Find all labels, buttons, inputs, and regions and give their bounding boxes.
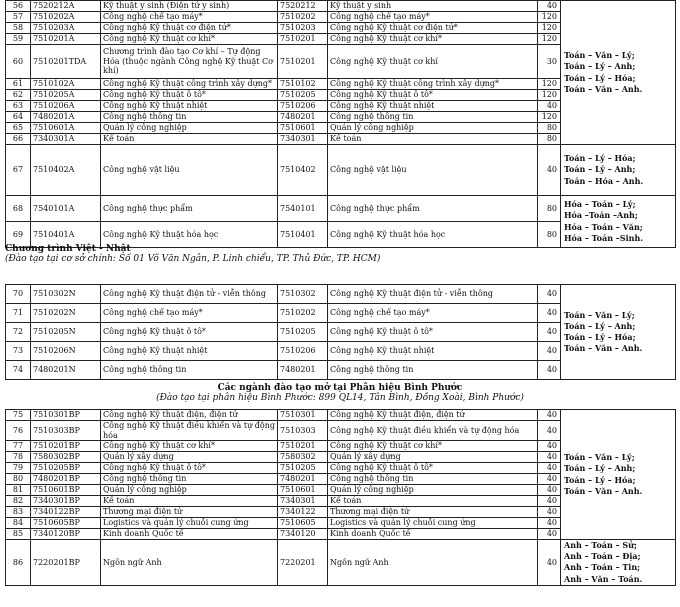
quota: 40	[538, 361, 561, 380]
admissions-table-main-body	[6, 1, 676, 248]
major-name: Công nghệ thông tin	[328, 361, 538, 380]
row-number: 81	[6, 485, 31, 496]
combo-line: Toán – Văn – Lý;	[564, 452, 635, 463]
program-name: Công nghệ Kỹ thuật công trình xây dựng*	[101, 79, 278, 90]
subject-combination	[561, 410, 676, 540]
program-name: Công nghệ chế tạo máy*	[101, 304, 278, 323]
quota: 40	[538, 529, 561, 540]
major-code: 7540101	[278, 196, 328, 222]
program-name: Kinh doanh Quốc tế	[101, 529, 278, 540]
major-name: Công nghệ Kỹ thuật ô tô*	[328, 323, 538, 342]
program-name: Công nghệ Kỹ thuật ô tô*	[101, 463, 278, 474]
major-code: 7340120	[278, 529, 328, 540]
subject-combination	[561, 196, 676, 248]
row-number: 76	[6, 421, 31, 441]
admission-code: 7510201A	[31, 34, 101, 45]
admission-code: 7510601BP	[31, 485, 101, 496]
major-name: Công nghệ Kỹ thuật ô tô*	[328, 90, 538, 101]
admission-code: 7510203A	[31, 23, 101, 34]
admission-code: 7510201TDA	[31, 45, 101, 79]
admission-code: 7510206N	[31, 342, 101, 361]
row-number: 75	[6, 410, 31, 421]
combo-line: Toán – Văn – Anh.	[564, 83, 643, 94]
section-bp-title: Các ngành đào tạo mở tại Phân hiệu Bình Phước	[217, 383, 463, 393]
quota: 40	[538, 507, 561, 518]
program-name: Quản lý xây dựng	[101, 452, 278, 463]
program-name: Công nghệ chế tạo máy*	[101, 12, 278, 23]
table-row	[6, 145, 676, 196]
row-number: 79	[6, 463, 31, 474]
program-name: Công nghệ Kỹ thuật điện tử - viễn thông	[101, 285, 278, 304]
major-code: 7510601	[278, 485, 328, 496]
row-number: 65	[6, 123, 31, 134]
combo-line: Toán – Lý – Hóa;	[564, 332, 636, 342]
major-name: Quản lý xây dựng	[328, 452, 538, 463]
major-code: 7510201	[278, 34, 328, 45]
quota: 40	[538, 1, 561, 12]
program-name: Logistics và quản lý chuỗi cung ứng	[101, 518, 278, 529]
program-name: Công nghệ Kỹ thuật hóa học	[101, 222, 278, 248]
row-number: 82	[6, 496, 31, 507]
major-code: 7510102	[278, 79, 328, 90]
admission-code: 7510205A	[31, 90, 101, 101]
section-vn-jp-subtitle: (Đào tạo tại cơ sở chính: Số 01 Võ Văn Ngân, P. Linh chiểu, TP. Thủ Đức, TP. HCM)	[5, 254, 381, 264]
combo-line: Anh – Văn – Toán.	[564, 573, 643, 584]
major-code: 7340301	[278, 496, 328, 507]
table-row	[6, 410, 676, 421]
row-number: 77	[6, 441, 31, 452]
quota: 120	[538, 34, 561, 45]
admission-code: 7540101A	[31, 196, 101, 222]
major-name: Ngôn ngữ Anh	[328, 540, 538, 586]
quota: 40	[538, 304, 561, 323]
combo-line: Hóa –Toán –Anh;	[564, 210, 638, 221]
admission-code: 7480201N	[31, 361, 101, 380]
row-number: 68	[6, 196, 31, 222]
program-name: Chương trình đào tạo Cơ khí – Tự động Hóa (thuộc ngành Công nghệ Kỹ thuật Cơ khí)	[101, 45, 278, 79]
admissions-table-binh-phuoc	[5, 409, 676, 586]
program-name: Quản lý công nghiệp	[101, 123, 278, 134]
row-number: 85	[6, 529, 31, 540]
major-code: 7220201	[278, 540, 328, 586]
admission-code: 7510102A	[31, 79, 101, 90]
combo-line: Anh – Toán – Tin;	[564, 562, 641, 573]
combo-line: Hóa – Toán – Lý;	[564, 199, 636, 210]
major-name: Công nghệ thông tin	[328, 112, 538, 123]
admission-code: 7510401A	[31, 222, 101, 248]
quota: 40	[538, 323, 561, 342]
quota: 40	[538, 518, 561, 529]
combo-line: Anh – Toán – Địa;	[564, 551, 641, 562]
row-number: 67	[6, 145, 31, 196]
major-code: 7340301	[278, 134, 328, 145]
row-number: 71	[6, 304, 31, 323]
admission-code: 7510202A	[31, 12, 101, 23]
admission-code: 7510302N	[31, 285, 101, 304]
section-vn-jp-title: Chương trình Việt - Nhật	[5, 244, 131, 254]
row-number: 84	[6, 518, 31, 529]
quota: 80	[538, 196, 561, 222]
combo-line: Toán – Lý – Anh;	[564, 463, 636, 474]
admission-code: 7340120BP	[31, 529, 101, 540]
admission-code: 7480201A	[31, 112, 101, 123]
program-name: Thương mại điện tử	[101, 507, 278, 518]
row-number: 58	[6, 23, 31, 34]
program-name: Công nghệ thông tin	[101, 474, 278, 485]
program-name: Công nghệ Kỹ thuật điều khiển và tự động hóa	[101, 421, 278, 441]
major-name: Công nghệ Kỹ thuật cơ điện tử*	[328, 23, 538, 34]
combo-line: Toán – Lý – Anh;	[564, 164, 636, 175]
row-number: 63	[6, 101, 31, 112]
combo-line: Toán – Lý – Anh;	[564, 61, 636, 72]
major-name: Công nghệ Kỹ thuật ô tô*	[328, 463, 538, 474]
table-row	[6, 1, 676, 12]
major-code: 7510303	[278, 421, 328, 441]
major-code: 7580302	[278, 452, 328, 463]
program-name: Ngôn ngữ Anh	[101, 540, 278, 586]
major-code: 7510206	[278, 342, 328, 361]
major-code: 7510206	[278, 101, 328, 112]
combo-line: Hóa – Toán – Văn;	[564, 221, 643, 232]
major-name: Công nghệ Kỹ thuật điện, điện tử	[328, 410, 538, 421]
major-name: Kỹ thuật y sinh	[328, 1, 538, 12]
admission-code: 7510301BP	[31, 410, 101, 421]
major-name: Công nghệ thông tin	[328, 474, 538, 485]
major-code: 7480201	[278, 112, 328, 123]
row-number: 60	[6, 45, 31, 79]
major-name: Công nghệ Kỹ thuật cơ khí*	[328, 441, 538, 452]
program-name: Kế toán	[101, 134, 278, 145]
quota: 120	[538, 23, 561, 34]
quota: 30	[538, 45, 561, 79]
major-code: 7510601	[278, 123, 328, 134]
row-number: 70	[6, 285, 31, 304]
combo-line: Toán – Văn – Anh.	[564, 343, 643, 354]
quota: 40	[538, 474, 561, 485]
major-code: 7340122	[278, 507, 328, 518]
major-name: Công nghệ Kỹ thuật cơ khí	[328, 45, 538, 79]
major-code: 7520212	[278, 1, 328, 12]
major-code: 7510402	[278, 145, 328, 196]
row-number: 83	[6, 507, 31, 518]
section-bp-subtitle: (Đào tạo tại phân hiệu Bình Phước: 899 QL14, Tân Bình, Đồng Xoài, Bình Phước)	[156, 393, 524, 403]
major-name: Công nghệ Kỹ thuật công trình xây dựng*	[328, 79, 538, 90]
major-code: 7510205	[278, 90, 328, 101]
admission-code: 7340122BP	[31, 507, 101, 518]
major-code: 7510201	[278, 441, 328, 452]
subject-combination	[561, 1, 676, 145]
major-name: Logistics và quản lý chuỗi cung ứng	[328, 518, 538, 529]
major-code: 7480201	[278, 474, 328, 485]
major-name: Công nghệ Kỹ thuật điện tử - viễn thông	[328, 285, 538, 304]
quota: 40	[538, 285, 561, 304]
combo-line: Toán – Văn – Anh.	[564, 485, 643, 496]
quota: 40	[538, 101, 561, 112]
admission-code: 7480201BP	[31, 474, 101, 485]
subject-combination	[561, 145, 676, 196]
quota: 40	[538, 463, 561, 474]
quota: 40	[538, 540, 561, 586]
table-row	[6, 540, 676, 586]
row-number: 72	[6, 323, 31, 342]
admissions-table-vn-jp-body	[6, 285, 676, 380]
major-code: 7510301	[278, 410, 328, 421]
major-name: Quản lý công nghiệp	[328, 123, 538, 134]
quota: 120	[538, 112, 561, 123]
quota: 80	[538, 222, 561, 248]
major-name: Kinh doanh Quốc tế	[328, 529, 538, 540]
quota: 80	[538, 134, 561, 145]
admission-code: 7580302BP	[31, 452, 101, 463]
admission-code: 7510206A	[31, 101, 101, 112]
program-name: Công nghệ thực phẩm	[101, 196, 278, 222]
program-name: Công nghệ thông tin	[101, 112, 278, 123]
program-name: Quản lý công nghiệp	[101, 485, 278, 496]
quota: 40	[538, 441, 561, 452]
program-name: Kỹ thuật y sinh (Điện tử y sinh)	[101, 1, 278, 12]
quota: 120	[538, 12, 561, 23]
major-code: 7510205	[278, 323, 328, 342]
major-code: 7510201	[278, 45, 328, 79]
section-bp-header	[5, 383, 675, 403]
quota: 40	[538, 485, 561, 496]
quota: 40	[538, 421, 561, 441]
combo-line: Toán – Văn – Lý;	[564, 309, 635, 320]
row-number: 62	[6, 90, 31, 101]
combo-line: Toán – Lý – Hóa;	[564, 474, 636, 485]
admissions-table-binh-phuoc-body	[6, 410, 676, 586]
admission-code: 7510402A	[31, 145, 101, 196]
major-name: Quản lý công nghiệp	[328, 485, 538, 496]
section-vn-jp-header	[5, 244, 675, 264]
program-name: Công nghệ thông tin	[101, 361, 278, 380]
row-number: 86	[6, 540, 31, 586]
row-number: 73	[6, 342, 31, 361]
major-name: Công nghệ Kỹ thuật điều khiển và tự động hóa	[328, 421, 538, 441]
major-name: Công nghệ thực phẩm	[328, 196, 538, 222]
major-name: Kế toán	[328, 496, 538, 507]
major-name: Kế toán	[328, 134, 538, 145]
admission-code: 7520212A	[31, 1, 101, 12]
major-name: Thương mại điện tử	[328, 507, 538, 518]
program-name: Công nghệ Kỹ thuật ô tô*	[101, 90, 278, 101]
quota: 40	[538, 452, 561, 463]
program-name: Công nghệ Kỹ thuật nhiệt	[101, 101, 278, 112]
major-name: Công nghệ Kỹ thuật nhiệt	[328, 342, 538, 361]
major-code: 7510203	[278, 23, 328, 34]
major-code: 7510302	[278, 285, 328, 304]
program-name: Công nghệ Kỹ thuật cơ khí*	[101, 34, 278, 45]
table-row	[6, 196, 676, 222]
row-number: 69	[6, 222, 31, 248]
quota: 40	[538, 410, 561, 421]
admission-code: 7510605BP	[31, 518, 101, 529]
major-code: 7510605	[278, 518, 328, 529]
row-number: 57	[6, 12, 31, 23]
major-name: Công nghệ Kỹ thuật nhiệt	[328, 101, 538, 112]
subject-combination	[561, 285, 676, 380]
combo-line: Toán – Văn – Lý;	[564, 50, 635, 61]
row-number: 61	[6, 79, 31, 90]
program-name: Công nghệ Kỹ thuật nhiệt	[101, 342, 278, 361]
major-code: 7510202	[278, 304, 328, 323]
admission-code: 7510205BP	[31, 463, 101, 474]
major-name: Công nghệ chế tạo máy*	[328, 304, 538, 323]
row-number: 66	[6, 134, 31, 145]
table-row	[6, 285, 676, 304]
major-name: Công nghệ Kỹ thuật cơ khí*	[328, 34, 538, 45]
program-name: Công nghệ Kỹ thuật điện, điện tử	[101, 410, 278, 421]
combo-line: Hóa – Toán –Sinh.	[564, 232, 644, 243]
major-code: 7480201	[278, 361, 328, 380]
quota: 80	[538, 123, 561, 134]
combo-line: Anh – Toán – Sử;	[564, 540, 637, 550]
row-number: 64	[6, 112, 31, 123]
admission-code: 7510601A	[31, 123, 101, 134]
program-name: Công nghệ Kỹ thuật cơ khí*	[101, 441, 278, 452]
admission-code: 7220201BP	[31, 540, 101, 586]
admissions-table-main	[5, 0, 676, 248]
admission-code: 7510205N	[31, 323, 101, 342]
combo-line: Toán – Hóa – Anh.	[564, 175, 644, 186]
major-name: Công nghệ Kỹ thuật hóa học	[328, 222, 538, 248]
quota: 40	[538, 342, 561, 361]
admission-code: 7340301BP	[31, 496, 101, 507]
admissions-table-vn-jp	[5, 284, 676, 380]
row-number: 80	[6, 474, 31, 485]
combo-line: Toán – Lý – Anh;	[564, 320, 636, 331]
quota: 40	[538, 145, 561, 196]
admission-code: 7510201BP	[31, 441, 101, 452]
program-name: Công nghệ Kỹ thuật ô tô*	[101, 323, 278, 342]
row-number: 59	[6, 34, 31, 45]
admission-code: 7510303BP	[31, 421, 101, 441]
subject-combination	[561, 540, 676, 586]
row-number: 74	[6, 361, 31, 380]
program-name: Công nghệ Kỹ thuật cơ điện tử*	[101, 23, 278, 34]
quota: 120	[538, 79, 561, 90]
row-number: 78	[6, 452, 31, 463]
combo-line: Toán – Lý – Hóa;	[564, 153, 636, 164]
row-number: 56	[6, 1, 31, 12]
program-name: Kế toán	[101, 496, 278, 507]
major-name: Công nghệ vật liệu	[328, 145, 538, 196]
program-name: Công nghệ vật liệu	[101, 145, 278, 196]
major-code: 7510202	[278, 12, 328, 23]
major-name: Công nghệ chế tạo máy*	[328, 12, 538, 23]
quota: 40	[538, 496, 561, 507]
admission-code: 7340301A	[31, 134, 101, 145]
major-code: 7510401	[278, 222, 328, 248]
admission-code: 7510202N	[31, 304, 101, 323]
combo-line: Toán – Lý – Hóa;	[564, 72, 636, 83]
quota: 120	[538, 90, 561, 101]
major-code: 7510205	[278, 463, 328, 474]
